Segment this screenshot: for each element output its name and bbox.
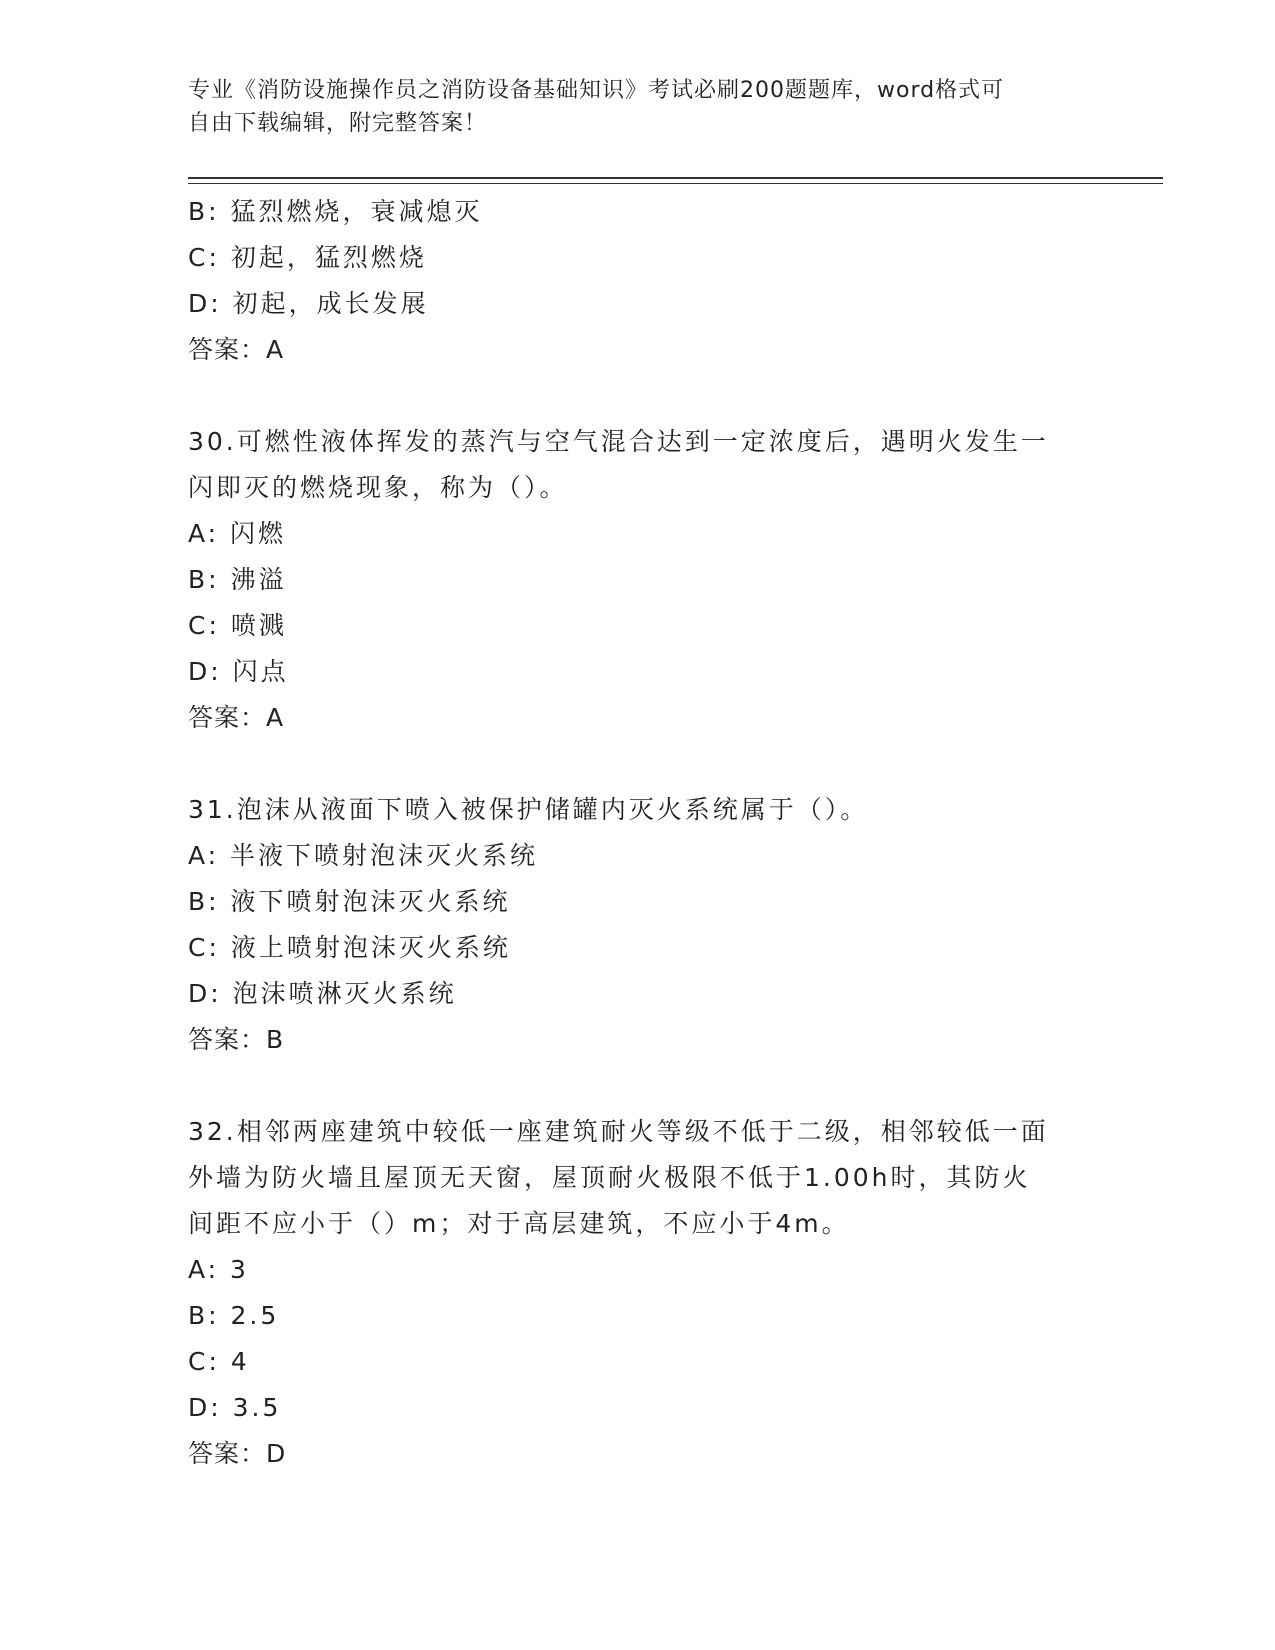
spacer [188, 1063, 1088, 1109]
document-header [188, 74, 1088, 140]
option-d: D: 初起，成长发展 [188, 289, 429, 318]
option-b: B: 液下喷射泡沫灭火系统 [188, 887, 511, 916]
header-divider-thick [188, 177, 1163, 179]
option-a: A: 半液下喷射泡沫灭火系统 [188, 841, 539, 870]
question-stem: 外墙为防火墙且屋顶无天窗，屋顶耐火极限不低于1.00h时，其防火 [188, 1163, 1031, 1192]
option-c: C: 4 [188, 1347, 250, 1376]
option-a: A: 3 [188, 1255, 249, 1284]
option-c: C: 初起，猛烈燃烧 [188, 243, 427, 272]
option-d: D: 泡沫喷淋灭火系统 [188, 979, 457, 1008]
option-b: B: 猛烈燃烧，衰减熄灭 [188, 197, 483, 226]
spacer [188, 741, 1088, 787]
question-31 [188, 787, 1088, 1063]
option-c: C: 喷溅 [188, 611, 287, 640]
option-a: A: 闪燃 [188, 519, 287, 548]
question-stem: 32.相邻两座建筑中较低一座建筑耐火等级不低于二级，相邻较低一面 [188, 1117, 1049, 1146]
option-d: D: 3.5 [188, 1393, 282, 1422]
option-d: D: 闪点 [188, 657, 289, 686]
header-divider-thin [188, 183, 1163, 184]
option-c: C: 液上喷射泡沫灭火系统 [188, 933, 511, 962]
answer: 答案：B [188, 1025, 285, 1054]
question-stem: 31.泡沫从液面下喷入被保护储罐内灭火系统属于（）。 [188, 795, 869, 824]
question-32 [188, 1109, 1088, 1477]
question-stem: 30.可燃性液体挥发的蒸汽与空气混合达到一定浓度后，遇明火发生一 [188, 427, 1049, 456]
question-content [188, 189, 1088, 1477]
option-b: B: 2.5 [188, 1301, 280, 1330]
question-stem: 闪即灭的燃烧现象，称为（）。 [188, 473, 568, 502]
option-b: B: 沸溢 [188, 565, 287, 594]
question-29-tail [188, 189, 1088, 373]
answer: 答案：A [188, 703, 285, 732]
answer: 答案：A [188, 335, 285, 364]
spacer [188, 373, 1088, 419]
question-stem: 间距不应小于（）m；对于高层建筑，不应小于4m。 [188, 1209, 850, 1238]
answer: 答案：D [188, 1439, 287, 1468]
question-30 [188, 419, 1088, 741]
header-line-2: 自由下载编辑，附完整答案！ [188, 111, 488, 136]
header-line-1: 专业《消防设施操作员之消防设备基础知识》考试必刷200题题库，word格式可 [188, 78, 1005, 103]
